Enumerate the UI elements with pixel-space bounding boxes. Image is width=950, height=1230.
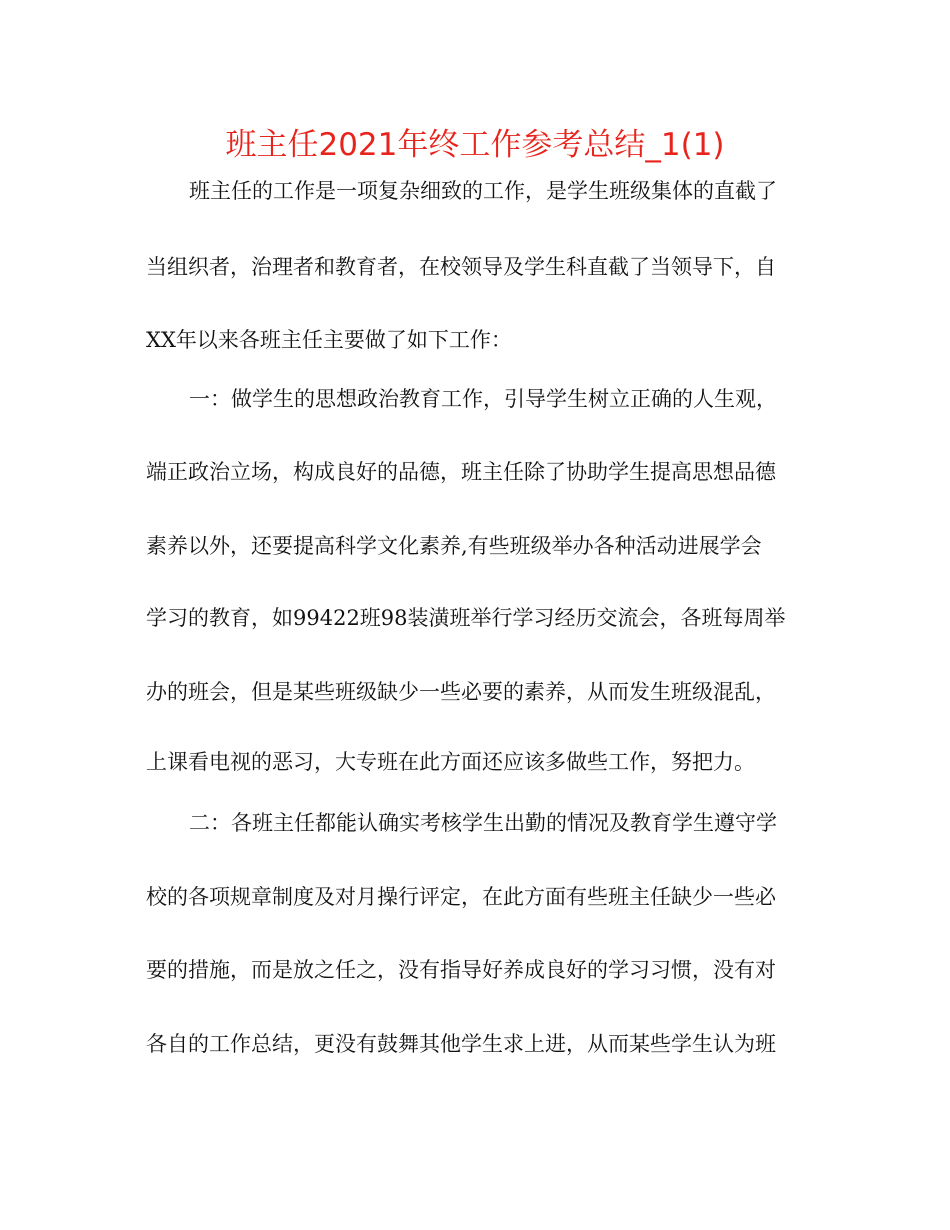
paragraph-line: 端正政治立场，构成良好的品德，班主任除了协助学生提高思想品德 <box>146 460 776 484</box>
document-title: 班主任2021年终工作参考总结_1(1) <box>225 127 725 163</box>
paragraph-line: 要的措施，而是放之任之，没有指导好养成良好的学习习惯，没有对 <box>146 958 776 982</box>
paragraph-line: 班主任的工作是一项复杂细致的工作，是学生班级集体的直截了 <box>189 179 777 203</box>
paragraph-line: 各自的工作总结，更没有鼓舞其他学生求上进，从而某些学生认为班 <box>146 1032 776 1056</box>
paragraph-line: XX年以来各班主任主要做了如下工作： <box>146 328 512 352</box>
paragraph-line: 素养以外，还要提高科学文化素养,有些班级举办各种活动进展学会 <box>146 534 762 558</box>
paragraph-line: 一：做学生的思想政治教育工作，引导学生树立正确的人生观， <box>189 387 777 411</box>
paragraph-line: 学习的教育，如99422班98装潢班举行学习经历交流会，各班每周举 <box>146 606 786 630</box>
paragraph-line: 校的各项规章制度及对月操行评定，在此方面有些班主任缺少一些必 <box>146 885 776 909</box>
paragraph-line: 当组织者，治理者和教育者，在校领导及学生科直截了当领导下，自 <box>146 255 776 279</box>
paragraph-line: 二：各班主任都能认确实考核学生出勤的情况及教育学生遵守学 <box>189 811 777 835</box>
paragraph-line: 办的班会，但是某些班级缺少一些必要的素养，从而发生班级混乱， <box>146 680 776 704</box>
paragraph-line: 上课看电视的恶习，大专班在此方面还应该多做些工作，努把力。 <box>146 750 755 774</box>
